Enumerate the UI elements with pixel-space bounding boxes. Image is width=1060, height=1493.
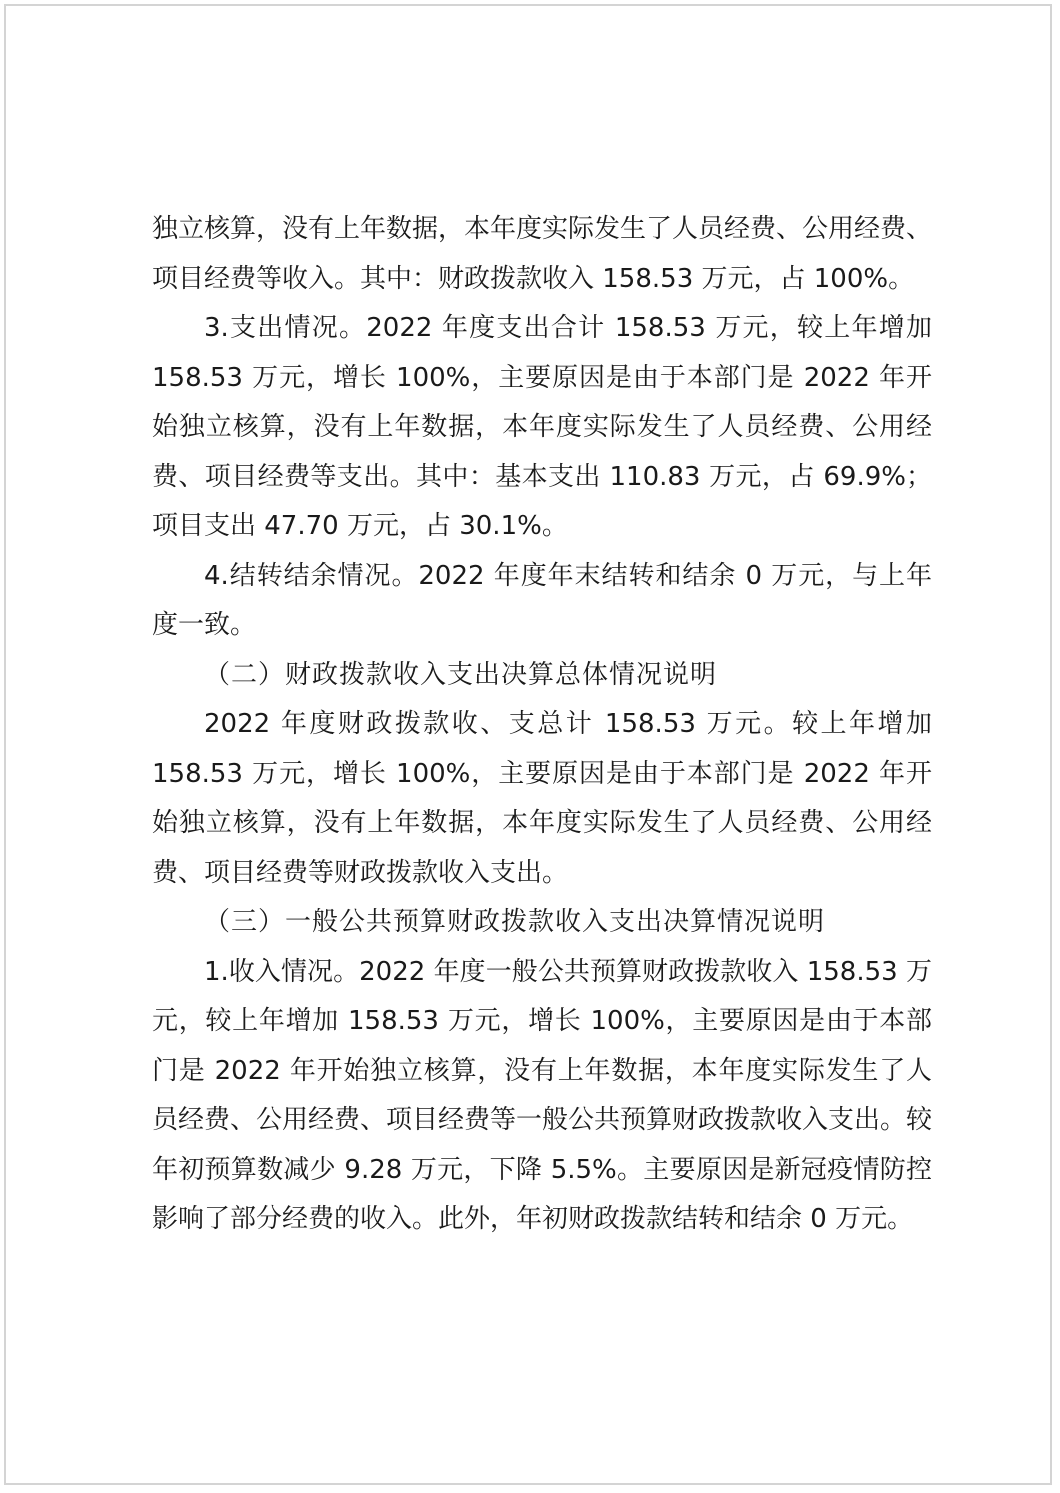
document-body bbox=[152, 205, 932, 1245]
paragraph-expenditure: 3.支出情况。2022 年度支出合计 158.53 万元，较上年增加 158.53 万元，增长 100%，主要原因是由于本部门是 2022 年开始独立核算，没有上年数据，本年度实际发生了人员经费、公用经费、项目经费等支出。其中：基本支出 110.83 万元，占 69.9%；项目支出 47.70 万元，占 30.1%。 bbox=[152, 313, 932, 541]
paragraph-fiscal-total: 2022 年度财政拨款收、支总计 158.53 万元。较上年增加 158.53 万元，增长 100%，主要原因是由于本部门是 2022 年开始独立核算，没有上年数据，本年度实际发生了人员经费、公用经费、项目经费等财政拨款收入支出。 bbox=[152, 709, 932, 888]
paragraph-general-budget-income: 1.收入情况。2022 年度一般公共预算财政拨款收入 158.53 万元，较上年增加 158.53 万元，增长 100%，主要原因是由于本部门是 2022 年开始独立核算，没有上年数据，本年度实际发生了人员经费、公用经费、项目经费等一般公共预算财政拨款收入支出。较年初预算数减少 9.28 万元，下降 5.5%。主要原因是新冠疫情防控影响了部分经费的收入。此外，年初财政拨款结转和结余 0 万元。 bbox=[152, 956, 933, 1234]
document-page bbox=[4, 4, 1052, 1485]
paragraph-carryover: 4.结转结余情况。2022 年度年末结转和结余 0 万元，与上年度一致。 bbox=[152, 560, 932, 640]
section-heading-3: （三）一般公共预算财政拨款收入支出决算情况说明 bbox=[204, 907, 826, 937]
paragraph-income-continuation: 独立核算，没有上年数据，本年度实际发生了人员经费、公用经费、项目经费等收入。其中：财政拨款收入 158.53 万元，占 100%。 bbox=[152, 214, 933, 294]
section-heading-2: （二）财政拨款收入支出决算总体情况说明 bbox=[204, 659, 718, 690]
